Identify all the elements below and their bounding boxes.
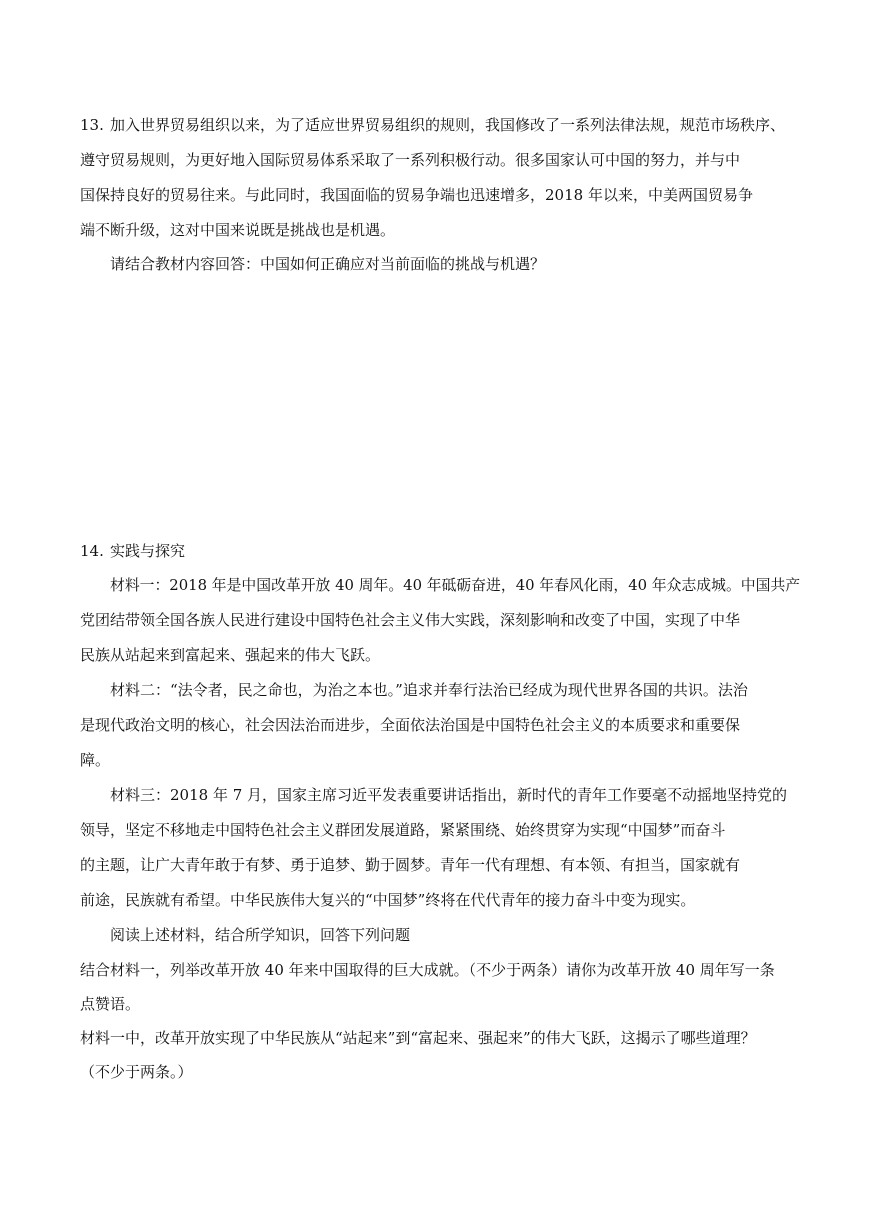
material-3-line: 材料三：2018 年 7 月，国家主席习近平发表重要讲话指出，新时代的青年工作要毫不动摇地坚持党的	[110, 786, 788, 804]
question-14-number: 14.	[80, 542, 104, 560]
subquestion-2-line: 材料一中，改革开放实现了中华民族从“站起来”到“富起来、强起来”的伟大飞跃，这揭示了哪些道理？	[80, 1029, 756, 1047]
material-1-line: 党团结带领全国各族人民进行建设中国特色社会主义伟大实践，深刻影响和改变了中国，实现了中华	[80, 611, 741, 629]
question-13-line: 端不断升级，这对中国来说既是挑战也是机遇。	[80, 221, 396, 239]
material-3-line: 前途，民族就有希望。中华民族伟大复兴的“中国梦”终将在代代青年的接力奋斗中变为现实。	[80, 891, 696, 909]
question-13-line: 加入世界贸易组织以来，为了适应世界贸易组织的规则，我国修改了一系列法律法规，规范市场秩序、	[110, 116, 786, 134]
material-1-line: 材料一：2018 年是中国改革开放 40 周年。40 年砥砺奋进，40 年春风化雨，40 年众志成城。中国共产	[110, 576, 801, 594]
subquestion-2-line: （不少于两条。）	[80, 1063, 193, 1081]
material-3-line: 领导，坚定不移地走中国特色社会主义群团发展道路，紧紧围绕、始终贯穿为实现“中国梦”而奋斗	[80, 821, 726, 839]
material-3-line: 的主题，让广大青年敢于有梦、勇于追梦、勤于圆梦。青年一代有理想、有本领、有担当，国家就有	[80, 856, 741, 874]
question-13-prompt: 请结合教材内容回答：中国如何正确应对当前面临的挑战与机遇？	[110, 255, 546, 273]
reading-instruction: 阅读上述材料，结合所学知识，回答下列问题	[110, 926, 411, 944]
material-1-line: 民族从站起来到富起来、强起来的伟大飞跃。	[80, 646, 381, 664]
question-13-line: 遵守贸易规则，为更好地入国际贸易体系采取了一系列积极行动。很多国家认可中国的努力，并与中	[80, 151, 741, 169]
question-14-heading: 实践与探究	[110, 542, 186, 560]
question-13-number: 13.	[80, 116, 104, 134]
question-13-line: 国保持良好的贸易往来。与此同时，我国面临的贸易争端也迅速增多，2018 年以来，中美两国贸易争	[80, 186, 753, 204]
subquestion-1-line: 点赞语。	[80, 995, 141, 1013]
material-2-line: 材料二：“法令者，民之命也，为治之本也。”追求并奉行法治已经成为现代世界各国的共识。法治	[110, 681, 748, 699]
material-2-line: 障。	[80, 751, 111, 769]
material-2-line: 是现代政治文明的核心，社会因法治而进步，全面依法治国是中国特色社会主义的本质要求和重要保	[80, 716, 741, 734]
subquestion-1-line: 结合材料一，列举改革开放 40 年来中国取得的巨大成就。（不少于两条）请你为改革开放 40 周年写一条	[80, 961, 775, 979]
